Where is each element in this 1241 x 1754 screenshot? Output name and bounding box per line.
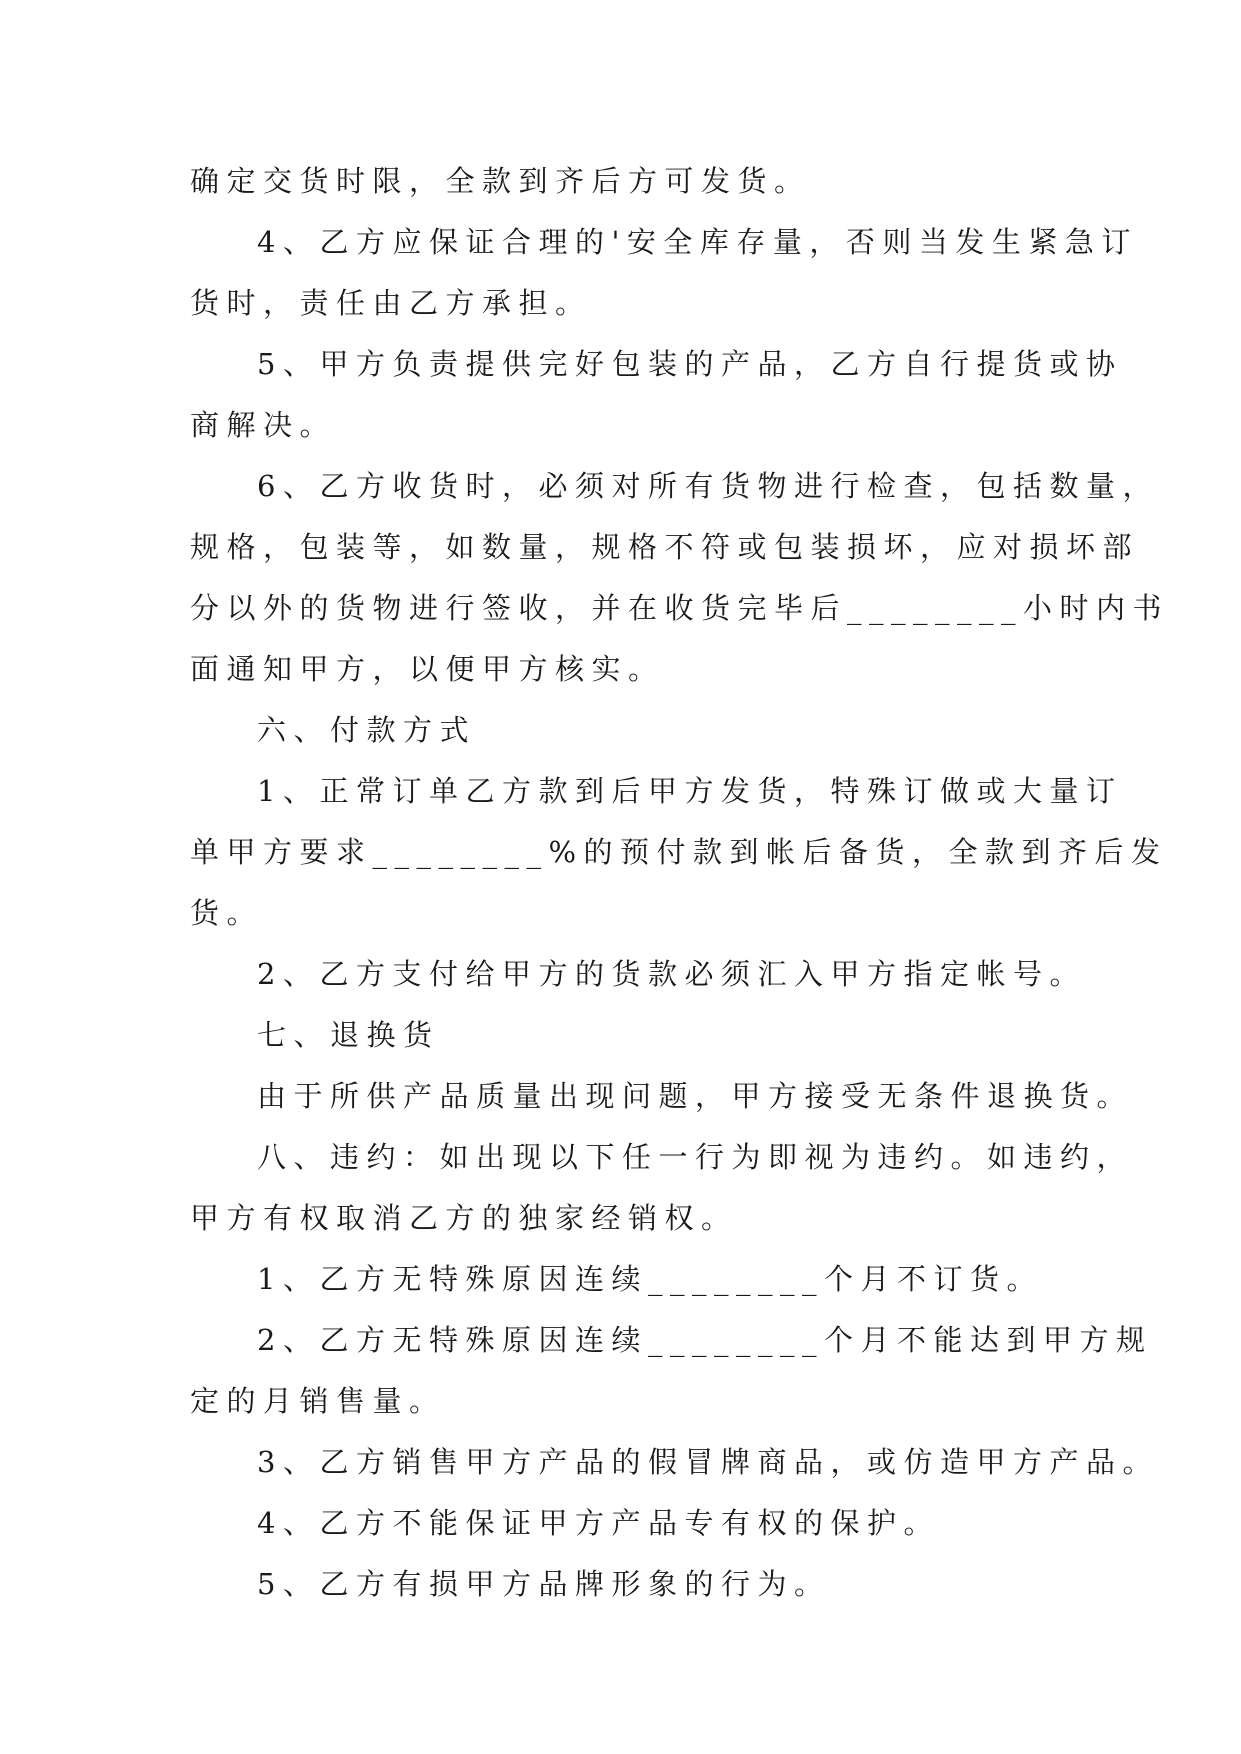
text-line: 定的月销售量。 (190, 1384, 446, 1418)
text-line: 2、乙方无特殊原因连续________个月不能达到甲方规 (257, 1323, 1153, 1357)
section-heading: 七、退换货 (257, 1018, 440, 1052)
text-line: 单甲方要求________%的预付款到帐后备货，全款到齐后发 (190, 835, 1168, 869)
text-line: 1、正常订单乙方款到后甲方发货，特殊订做或大量订 (257, 774, 1123, 808)
text-line: 5、乙方有损甲方品牌形象的行为。 (257, 1567, 831, 1601)
section-heading: 八、违约：如出现以下任一行为即视为违约。如违约， (257, 1140, 1134, 1174)
text-line: 1、乙方无特殊原因连续________个月不订货。 (257, 1262, 1043, 1296)
text-line: 2、乙方支付给甲方的货款必须汇入甲方指定帐号。 (257, 957, 1086, 991)
text-line: 确定交货时限，全款到齐后方可发货。 (190, 164, 811, 198)
text-line: 分以外的货物进行签收，并在收货完毕后________小时内书 (190, 591, 1170, 625)
text-line: 6、乙方收货时，必须对所有货物进行检查，包括数量， (257, 469, 1159, 503)
text-line: 货时，责任由乙方承担。 (190, 286, 592, 320)
text-line: 货。 (190, 896, 264, 930)
text-line: 规格，包装等，如数量，规格不符或包装损坏，应对损坏部 (190, 530, 1140, 564)
section-heading: 六、付款方式 (257, 713, 477, 747)
text-line: 3、乙方销售甲方产品的假冒牌商品，或仿造甲方产品。 (257, 1445, 1159, 1479)
text-line: 商解决。 (190, 408, 337, 442)
text-line: 4、乙方不能保证甲方产品专有权的保护。 (257, 1506, 940, 1540)
text-line: 面通知甲方，以便甲方核实。 (190, 652, 665, 686)
text-line: 甲方有权取消乙方的独家经销权。 (190, 1201, 738, 1235)
text-line: 5、甲方负责提供完好包装的产品，乙方自行提货或协 (257, 347, 1123, 381)
text-line: 4、乙方应保证合理的'安全库存量，否则当发生紧急订 (257, 225, 1138, 259)
text-line: 由于所供产品质量出现问题，甲方接受无条件退换货。 (257, 1079, 1134, 1113)
